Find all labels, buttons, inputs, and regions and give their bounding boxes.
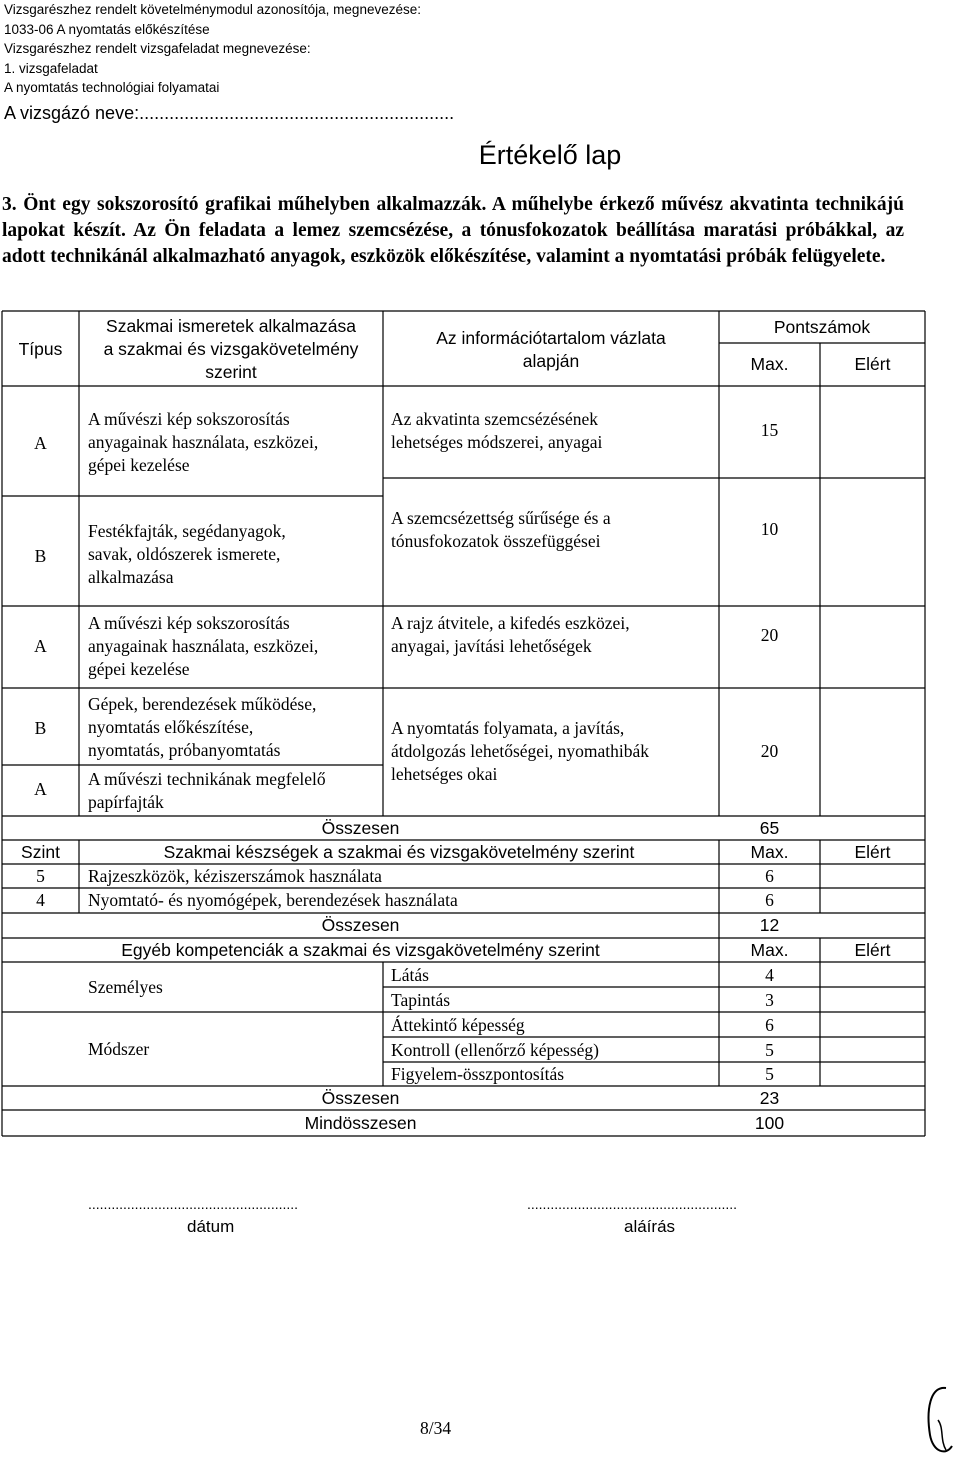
signature-dots: ......................................................: [527, 1196, 738, 1212]
t2-col-max: Max.: [750, 842, 789, 862]
row4-max: 20: [760, 741, 779, 761]
col-header-achieved: Elért: [854, 354, 891, 374]
t2-col-achieved: Elért: [854, 842, 891, 862]
t3-row4-max: 5: [765, 1040, 774, 1060]
grand-total: 100: [754, 1113, 785, 1133]
row5-knowledge: A művészi technikának megfelelő papírfajták: [88, 769, 326, 812]
t3-group-personal: Személyes: [88, 977, 163, 997]
task-label: Vizsgarészhez rendelt vizsgafeladat megnevezése:: [4, 41, 311, 56]
t3-row5-max: 5: [765, 1064, 774, 1084]
t2-col-skills: Szakmai készségek a szakmai és vizsgakövetelmény szerint: [163, 842, 635, 862]
page-number: 8/34: [420, 1418, 452, 1438]
t3-col-achieved: Elért: [854, 940, 891, 960]
table3-total: 23: [759, 1088, 780, 1108]
task-description: 3. Önt egy sokszorosító grafikai műhelyben alkalmazzák. A műhelybe érkező művész akvatinta technikájú lapokat készít. Az Ön feladata a lemez szemcsézése, a tónusfokozatok beállítása maratási próbákkal, az adott technikánál alkalmazható anyagok, eszközök előkészítése, valamint a nyomtatási próbák felügyelete.: [2, 194, 904, 267]
t2-row1-level: 5: [36, 866, 45, 886]
task-number: 1. vizsgafeladat: [4, 60, 98, 76]
t3-title: Egyéb kompetenciák a szakmai és vizsgakövetelmény szerint: [121, 940, 600, 960]
row3-max: 20: [760, 625, 779, 645]
t2-row2-level: 4: [36, 890, 45, 910]
row3-info: A rajz átvitele, a kifedés eszközei, anyagai, javítási lehetőségek: [391, 613, 630, 656]
row4-type: B: [34, 718, 47, 738]
module-value: 1033-06 A nyomtatás előkészítése: [4, 21, 210, 37]
t3-row3-max: 6: [765, 1015, 774, 1035]
date-dots: ......................................................: [88, 1196, 299, 1212]
t2-row1-max: 6: [765, 866, 774, 886]
signature-label: aláírás: [624, 1217, 676, 1236]
table1-total-label: Összesen: [321, 818, 400, 838]
t2-row2-skill: Nyomtató- és nyomógépek, berendezések használata: [88, 890, 458, 910]
row1-knowledge: A művészi kép sokszorosítás anyagainak használata, eszközei, gépei kezelése: [88, 409, 319, 475]
t2-col-level: Szint: [21, 842, 60, 862]
table2-total-label: Összesen: [321, 915, 400, 935]
t3-row2-max: 3: [765, 990, 774, 1010]
col-header-type: Típus: [18, 339, 63, 359]
t3-col-max: Max.: [750, 940, 789, 960]
task-value: A nyomtatás technológiai folyamatai: [4, 80, 220, 95]
t3-row4-item: Kontroll (ellenőrző képesség): [391, 1040, 599, 1060]
t2-row2-max: 6: [765, 890, 774, 910]
row2-knowledge: Festékfajták, segédanyagok, savak, oldószerek ismerete, alkalmazása: [88, 521, 286, 587]
col-header-knowledge: Szakmai ismeretek alkalmazása a szakmai és vizsgakövetelmény szerint: [103, 316, 359, 382]
col-header-info: Az információtartalom vázlata alapján: [436, 328, 666, 371]
row4-knowledge: Gépek, berendezések működése, nyomtatás előkészítése, nyomtatás, próbanyomtatás: [88, 694, 317, 760]
grand-total-label: Mindösszesen: [304, 1113, 417, 1133]
row2-type: B: [34, 546, 47, 566]
date-label: dátum: [187, 1217, 235, 1236]
page-title: Értékelő lap: [478, 140, 622, 170]
t3-row2-item: Tapintás: [391, 990, 451, 1010]
t3-row1-item: Látás: [391, 965, 429, 985]
table1-total: 65: [759, 818, 780, 838]
row3-type: A: [34, 636, 47, 656]
row1-max: 15: [760, 420, 779, 440]
table2-total: 12: [759, 915, 780, 935]
table3-total-label: Összesen: [321, 1088, 400, 1108]
module-label: Vizsgarészhez rendelt követelménymodul azonosítója, megnevezése:: [4, 2, 421, 17]
candidate-name-field[interactable]: A vizsgázó neve:...............................................................: [4, 103, 455, 123]
t3-row1-max: 4: [765, 965, 774, 985]
row2-info: A szemcsézettség sűrűsége és a tónusfokozatok összefüggései: [391, 508, 611, 551]
col-header-max: Max.: [750, 354, 789, 374]
t3-group-method: Módszer: [88, 1039, 150, 1059]
t3-row3-item: Áttekintő képesség: [391, 1015, 525, 1035]
row2-max: 10: [760, 519, 779, 539]
t2-row1-skill: Rajzeszközök, kéziszerszámok használata: [88, 866, 382, 886]
row1-type: A: [34, 433, 47, 453]
t3-row5-item: Figyelem-összpontosítás: [391, 1064, 565, 1084]
handwritten-mark-icon: [918, 1380, 958, 1460]
row3-knowledge: A művészi kép sokszorosítás anyagainak használata, eszközei, gépei kezelése: [88, 613, 319, 679]
row4-info: A nyomtatás folyamata, a javítás, átdolgozás lehetőségei, nyomathibák lehetséges okai: [391, 718, 650, 784]
row1-info: Az akvatinta szemcsézésének lehetséges módszerei, anyagai: [391, 409, 603, 452]
col-header-points: Pontszámok: [773, 317, 871, 337]
row5-type: A: [34, 779, 47, 799]
